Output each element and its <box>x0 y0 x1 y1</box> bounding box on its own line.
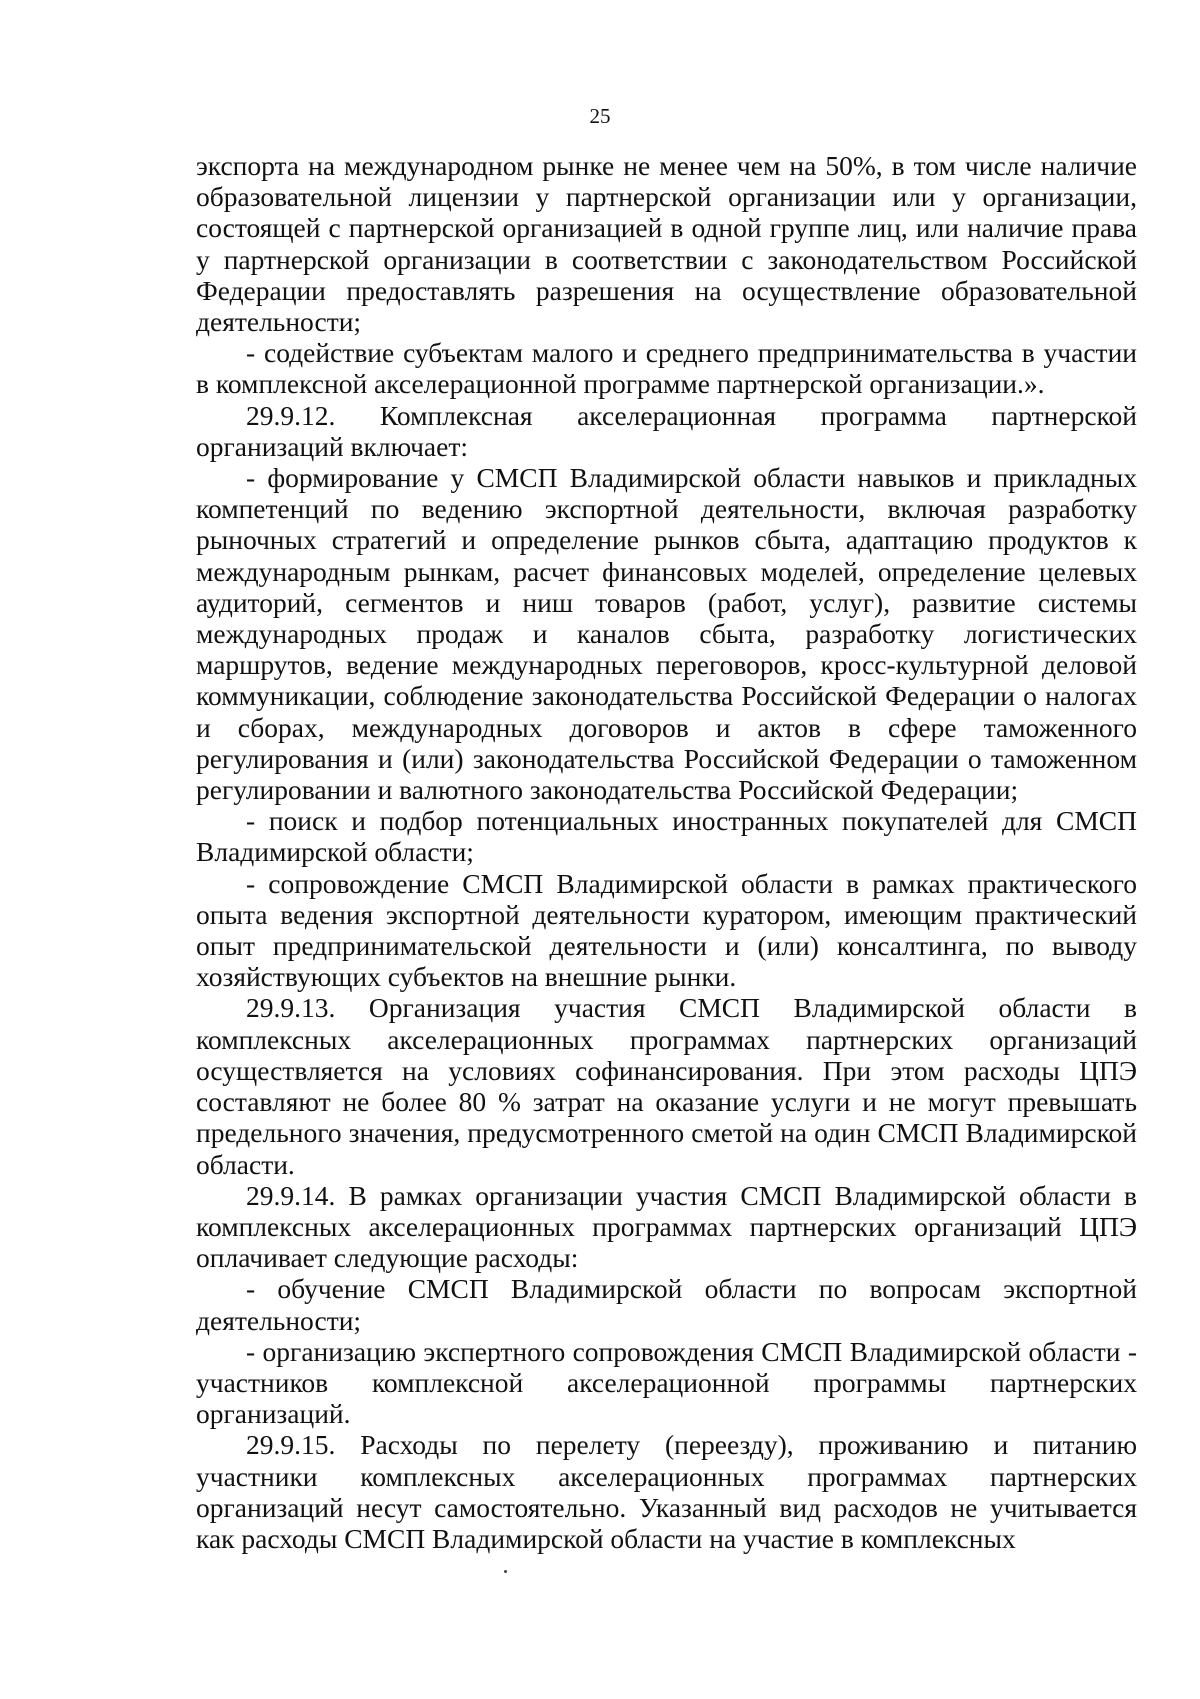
paragraph-skills-formation: - формирование у СМСП Владимирской области навыков и прикладных компетенций по ведению экспортной деятельности, включая разработку рыночных стратегий и определение рынков сбыта, адаптацию продуктов к международным рынкам, расчет финансовых моделей, определение целевых аудиторий, сегментов и ниш товаров (работ, услуг), развитие системы международных продаж и каналов сбыта, разработку логистических маршрутов, ведение международных переговоров, кросс-культурной деловой коммуникации, соблюдение законодательства Российской Федерации о налогах и сборах, международных договоров и актов в сфере таможенного регулирования и (или) законодательства Российской Федерации о таможенном регулировании и валютного законодательства Российской Федерации; <box>196 462 1137 806</box>
paragraph-buyer-search: - поиск и подбор потенциальных иностранных покупателей для СМСП Владимирской области; <box>196 805 1137 868</box>
paragraph-29-9-15: 29.9.15. Расходы по перелету (переезду), проживанию и питанию участники комплексных акселерационных программах партнерских организаций несут самостоятельно. Указанный вид расходов не учитывается как расходы СМСП Владимирской области на участие в комплексных <box>196 1429 1137 1554</box>
paragraph-curator-support: - сопровождение СМСП Владимирской области в рамках практического опыта ведения экспортной деятельности куратором, имеющим практический опыт предпринимательской деятельности и (или) консалтинга, по выводу хозяйствующих субъектов на внешние рынки. <box>196 867 1137 993</box>
paragraph-29-9-14: 29.9.14. В рамках организации участия СМСП Владимирской области в комплексных акселерационных программах партнерских организаций ЦПЭ оплачивает следующие расходы: <box>196 1179 1137 1274</box>
paragraph-assistance-smsp: - содействие субъектам малого и среднего предпринимательства в участии в комплексной акселерационной программе партнерской организации.». <box>196 337 1137 400</box>
paragraph-29-9-12: 29.9.12. Комплексная акселерационная программа партнерской организаций включает: <box>196 399 1137 462</box>
paragraph-export-licensing: экспорта на международном рынке не менее чем на 50%, в том числе наличие образовательной лицензии у партнерской организации или у организации, состоящей с партнерской организацией в одной группе лиц, или наличие права у партнерской организации в соответствии с законодательством Российской Федерации предоставлять разрешения на осуществление образовательной деятельности; <box>196 150 1137 338</box>
paragraph-expert-support: - организацию экспертного сопровождения СМСП Владимирской области - участников комплексной акселерационной программы партнерских организаций. <box>196 1335 1137 1430</box>
paragraph-29-9-13: 29.9.13. Организация участия СМСП Владимирской области в комплексных акселерационных программах партнерских организаций осуществляется на условиях софинансирования. При этом расходы ЦПЭ составляют не более 80 % затрат на оказание услуги и не могут превышать предельного значения, предусмотренного сметой на один СМСП Владимирской области. <box>196 992 1137 1180</box>
page-number: 25 <box>589 104 611 128</box>
paragraph-training-expenses: - обучение СМСП Владимирской области по вопросам экспортной деятельности; <box>196 1273 1137 1336</box>
document-body <box>196 150 1137 1554</box>
scan-speck <box>504 1570 507 1573</box>
